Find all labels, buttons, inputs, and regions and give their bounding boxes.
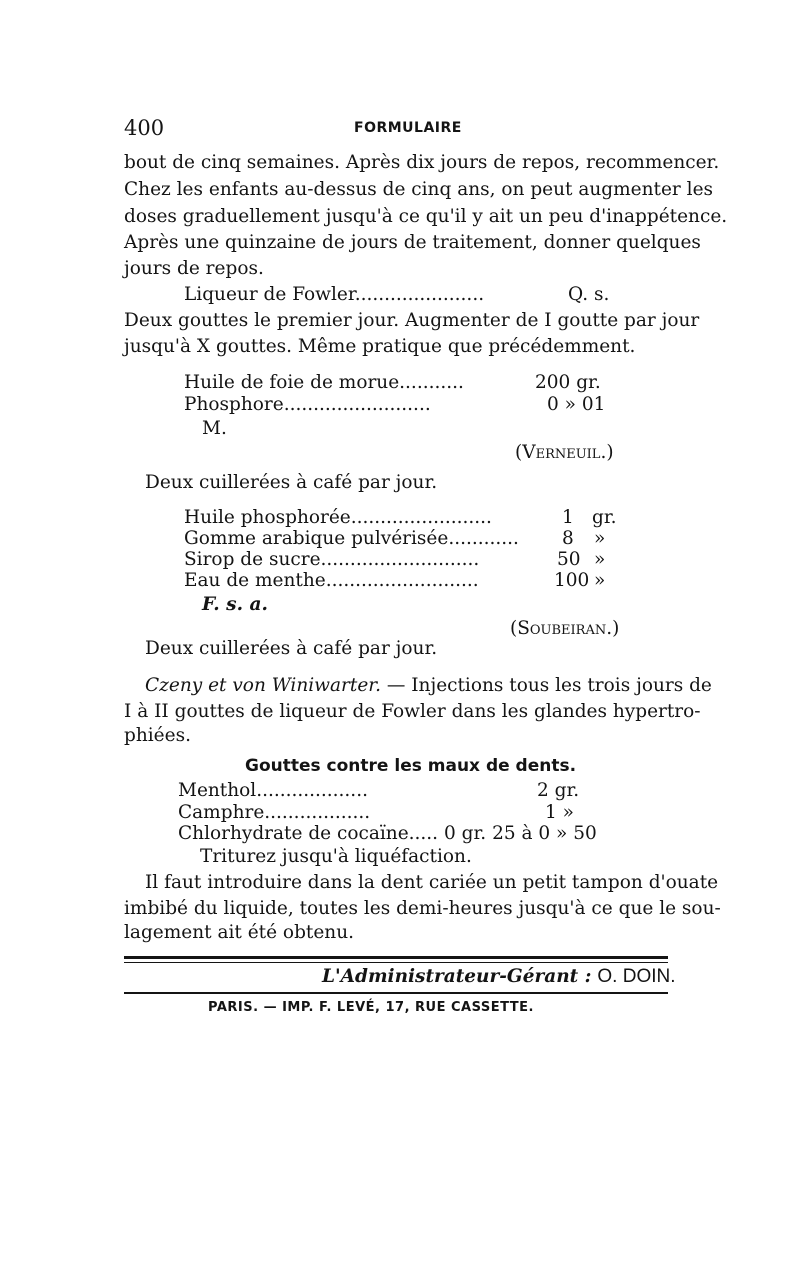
para1-line-3: doses graduellement jusqu'à ce qu'il y ait un peu d'inappétence. (124, 206, 728, 227)
rx-fowler-qty: Q. s. (568, 284, 610, 305)
footer-admin (322, 966, 676, 988)
para4-line-2: imbibé du liquide, toutes les demi-heures jusqu'à ce que le sou- (124, 898, 721, 919)
formula3-item-name: Chlorhydrate de cocaïne (178, 823, 409, 844)
para4-line-1: Il faut introduire dans la dent cariée un petit tampon d'ouate (145, 872, 719, 893)
para1-line-1: bout de cinq semaines. Après dix jours de repos, recommencer. (124, 152, 720, 173)
rx-fowler-name: Liqueur de Fowler (184, 284, 355, 305)
formula1-item-qty: 0 » 01 (547, 394, 606, 415)
formula2-instruction: F. s. a. (202, 594, 268, 615)
para3-line-3: phiées. (124, 725, 191, 746)
formula1-item (184, 394, 431, 415)
para3-line-1-text: — Injections tous les trois jours de (380, 675, 712, 696)
formula1-author: (Verneuil.) (515, 442, 614, 463)
footer-imprint: PARIS. — IMP. F. LEVÉ, 17, RUE CASSETTE. (208, 1000, 534, 1015)
para4-line-3: lagement ait été obtenu. (124, 922, 355, 943)
formula2-item-qty: 100 (554, 570, 590, 591)
formula3-item (178, 802, 370, 823)
para1-line-5: jours de repos. (124, 258, 264, 279)
running-title: FORMULAIRE (354, 120, 462, 136)
formula3-instruction: Triturez jusqu'à liquéfaction. (200, 846, 472, 867)
footer-rule (124, 992, 668, 994)
formula2-item (184, 570, 479, 591)
para3-line-2: I à II gouttes de liqueur de Fowler dans les glandes hypertro- (124, 701, 701, 722)
formula2-item (184, 549, 479, 570)
footer-admin-name: O. DOIN. (597, 966, 676, 987)
formula2-item-dots: ........................... (320, 549, 480, 570)
formula3-item (178, 823, 438, 844)
para2-line-1: Deux gouttes le premier jour. Augmenter de I goutte par jour (124, 310, 700, 331)
formula1-dosage: Deux cuillerées à café par jour. (145, 472, 438, 493)
formula3-item-qty: 1 » (545, 802, 574, 823)
formula2-item-dots: ........................ (350, 507, 492, 528)
para1-line-4: Après une quinzaine de jours de traitement, donner quelques (124, 232, 701, 253)
formula2-item (184, 528, 519, 549)
page-number: 400 (124, 116, 165, 140)
formula2-dosage: Deux cuillerées à café par jour. (145, 638, 438, 659)
formula1-item-dots: ......................... (283, 394, 431, 415)
formula2-item-dots: ............ (448, 528, 519, 549)
formula3-item-qty: 2 gr. (537, 780, 580, 801)
formula3-item (178, 780, 368, 801)
footer-admin-label: L'Administrateur-Gérant : (322, 966, 592, 987)
formula3-item-name: Menthol (178, 780, 257, 801)
formula2-item-unit: » (594, 549, 606, 570)
para3-line-1 (145, 675, 712, 696)
formula1-item-name: Phosphore (184, 394, 284, 415)
formula3-item-name: Camphre (178, 802, 265, 823)
formula2-author: (Soubeiran.) (510, 618, 620, 639)
formula2-item (184, 507, 492, 528)
para3-authors: Czeny et von Winiwarter. (145, 675, 381, 696)
formula1-instruction: M. (202, 418, 227, 439)
formula2-item-unit: » (594, 570, 606, 591)
formula2-item-name: Gomme arabique pulvérisée (184, 528, 449, 549)
rx-fowler-dots: ...................... (354, 284, 485, 305)
formula3-item-qty: 0 gr. 25 à 0 » 50 (444, 823, 597, 844)
formula2-item-dots: .......................... (325, 570, 479, 591)
formula1-item-qty: 200 gr. (535, 372, 601, 393)
formula1-item (184, 372, 464, 393)
formula2-item-qty: 8 (562, 528, 574, 549)
formula3-item-dots: ..... (408, 823, 439, 844)
formula2-item-unit: gr. (592, 507, 617, 528)
para1-line-2: Chez les enfants au-dessus de cinq ans, on peut augmenter les (124, 179, 714, 200)
footer-double-rule-top (124, 956, 668, 959)
formula1-item-dots: ........... (399, 372, 464, 393)
rx-fowler-line (184, 284, 484, 305)
formula2-item-qty: 50 (557, 549, 581, 570)
formula2-item-name: Huile phosphorée (184, 507, 351, 528)
formula2-item-name: Sirop de sucre (184, 549, 321, 570)
formula2-item-name: Eau de menthe (184, 570, 326, 591)
formula3-item-dots: .................. (264, 802, 371, 823)
formula3-item-dots: ................... (256, 780, 368, 801)
formula2-item-qty: 1 (562, 507, 574, 528)
para2-line-2: jusqu'à X gouttes. Même pratique que précédemment. (124, 336, 636, 357)
formula1-item-name: Huile de foie de morue (184, 372, 400, 393)
formula2-item-unit: » (594, 528, 606, 549)
section-title: Gouttes contre les maux de dents. (245, 756, 577, 776)
footer-double-rule-bottom (124, 962, 668, 963)
